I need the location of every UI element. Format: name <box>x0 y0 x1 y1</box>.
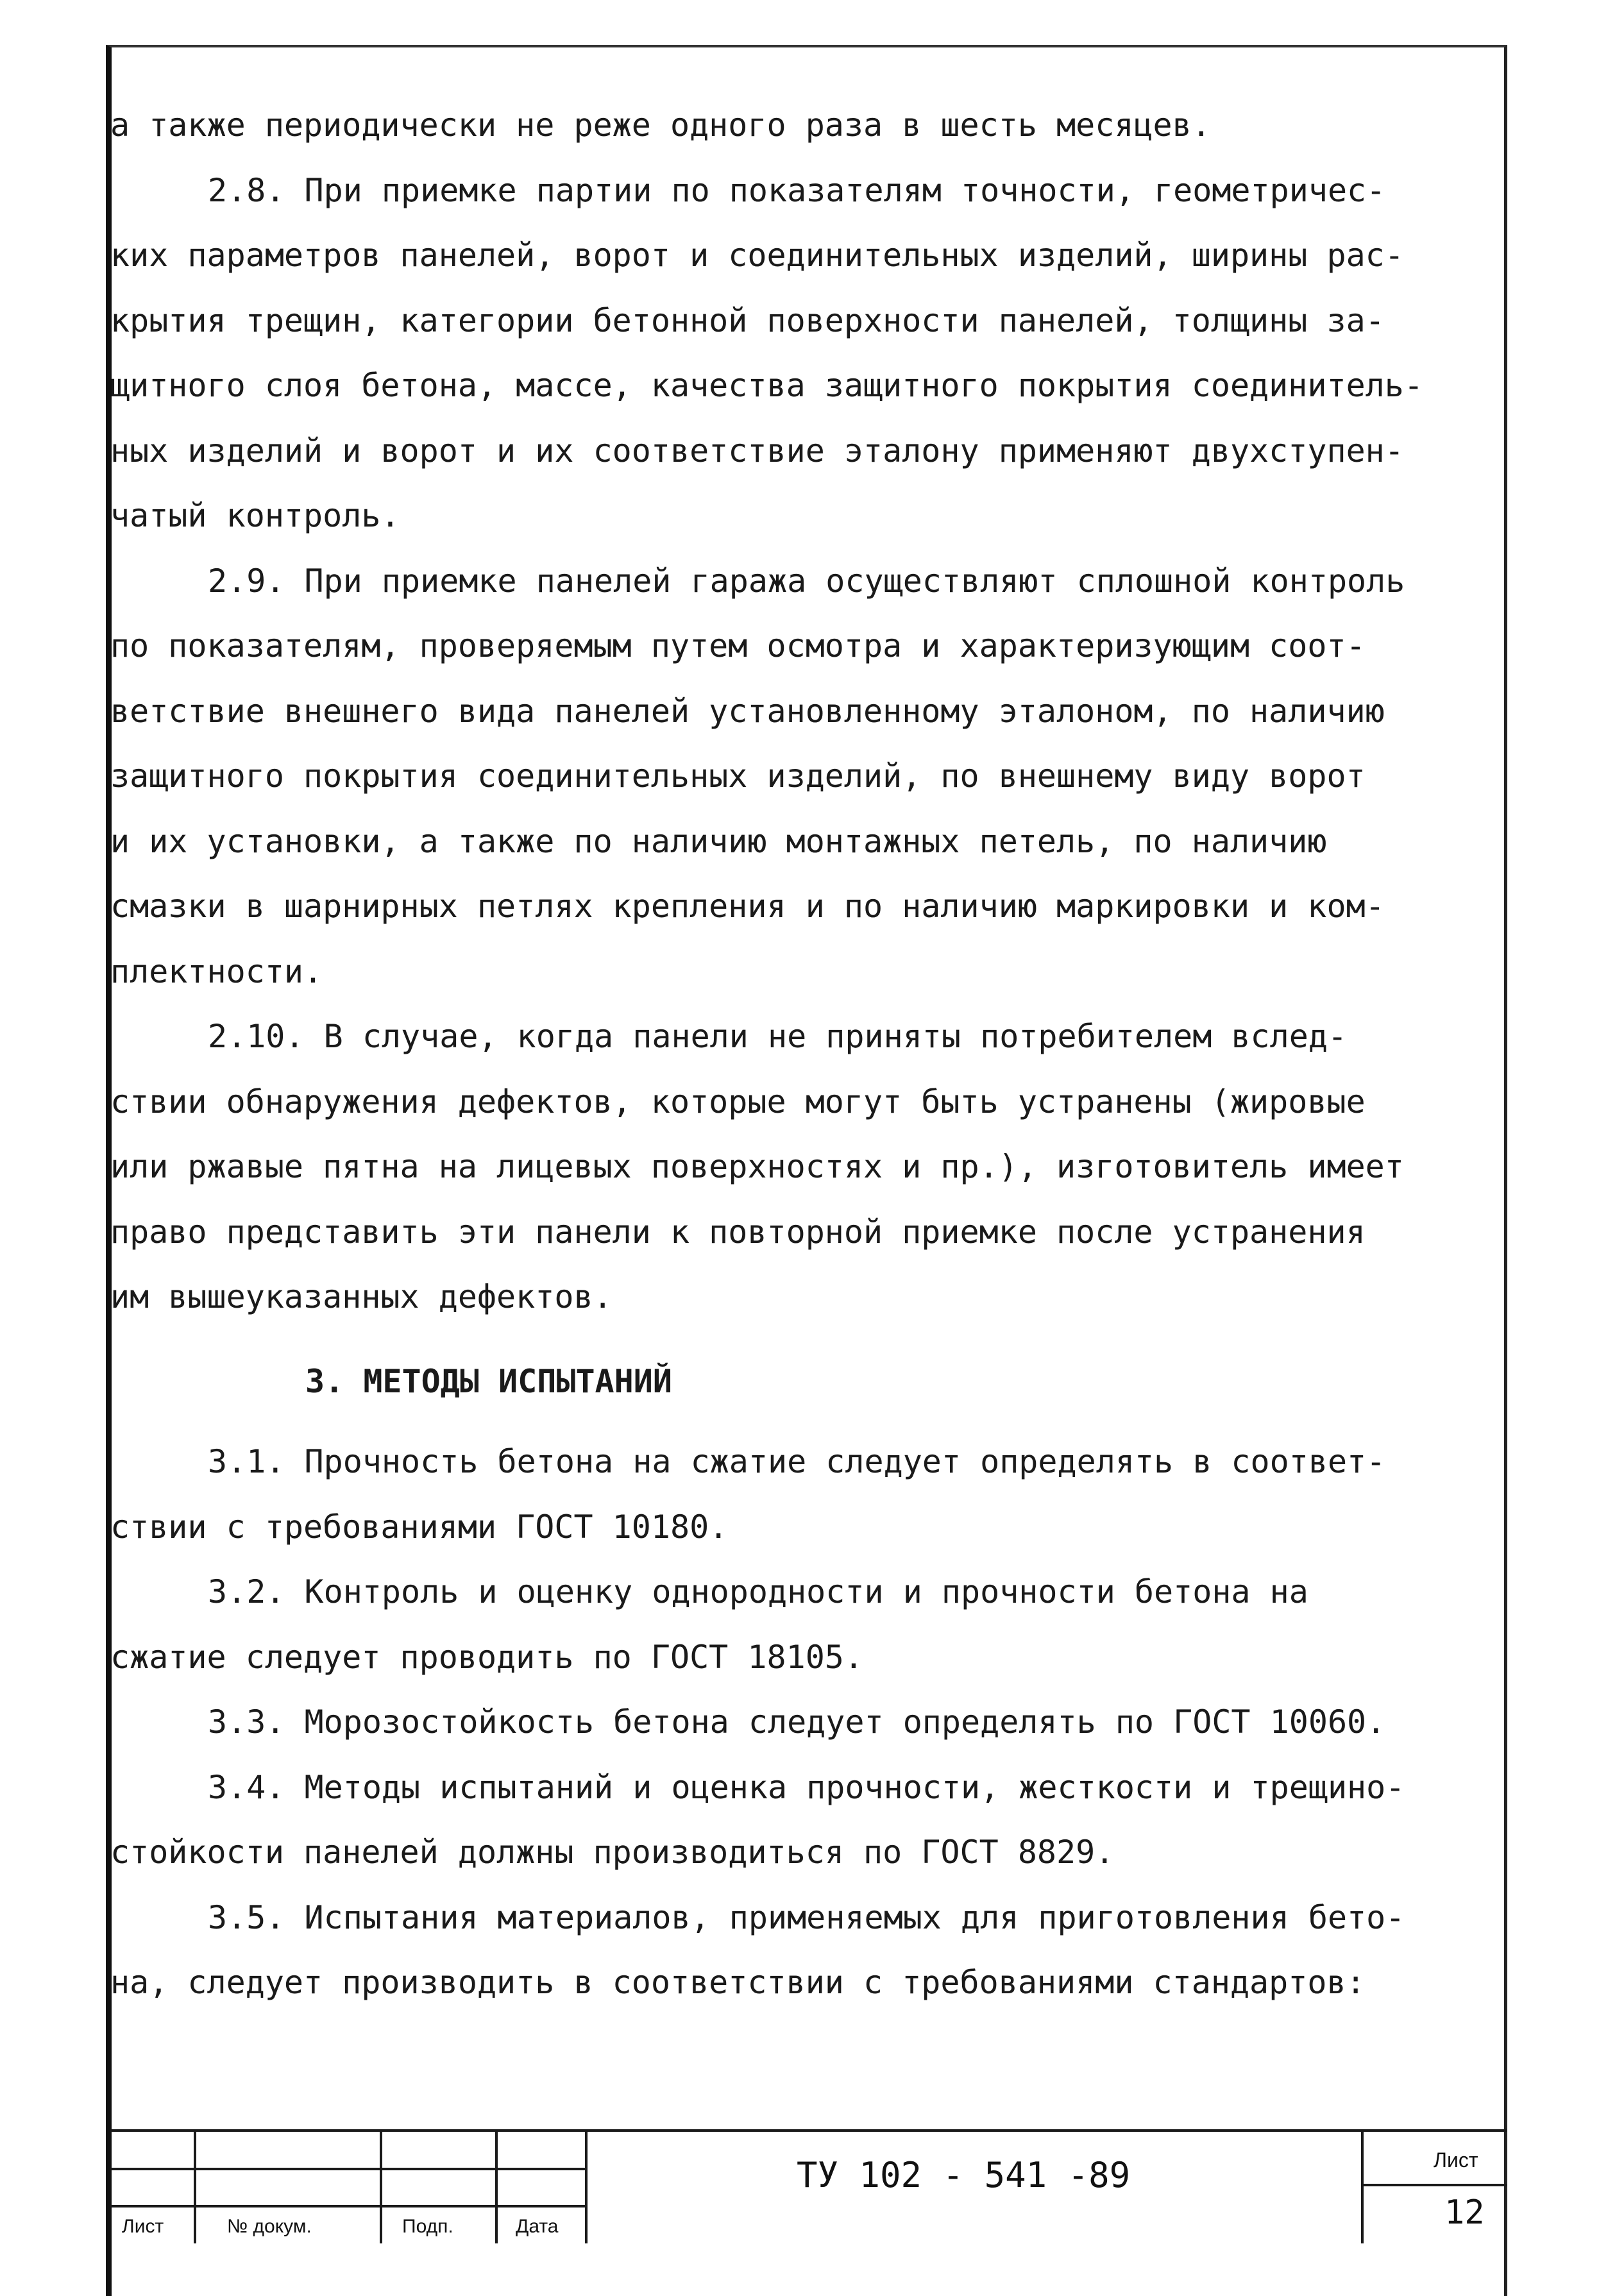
text-line: ких параметров панелей, ворот и соединительных изделий, ширины рас- <box>110 237 1404 274</box>
col-date-label: Дата <box>516 2216 559 2237</box>
text-line: 3.4. Методы испытаний и оценка прочности, жесткости и трещино- <box>208 1768 1405 1806</box>
sheet-number: 12 <box>1444 2193 1485 2232</box>
paragraph <box>110 549 1502 1005</box>
paragraph <box>110 158 1502 549</box>
text-line: им вышеуказанных дефектов. <box>110 1278 613 1315</box>
paragraph <box>110 1560 1502 1690</box>
text-line: чатый контроль. <box>110 497 400 534</box>
title-block-col-line <box>194 2129 196 2243</box>
section-heading: 3. МЕТОДЫ ИСПЫТАНИЙ <box>305 1362 672 1400</box>
text-line: ных изделий и ворот и их соответствие эталону применяют двухступен- <box>110 432 1404 469</box>
title-block-col-line <box>585 2129 588 2243</box>
title-block-top-line <box>110 2129 1507 2132</box>
text-line: на, следует производить в соответствии с требованиями стандартов: <box>110 1964 1366 2001</box>
text-line: 2.9. При приемке панелей гаража осуществляют сплошной контроль <box>208 562 1405 600</box>
document-body <box>110 93 1502 2016</box>
paragraph <box>110 1004 1502 1330</box>
text-line: ветствие внешнего вида панелей установленному эталоном, по наличию <box>110 692 1385 730</box>
text-line: смазки в шарнирных петлях крепления и по наличию маркировки и ком- <box>110 888 1385 925</box>
section-2-end <box>110 93 1502 1330</box>
text-line: 2.8. При приемке партии по показателям точности, геометричес- <box>208 171 1386 209</box>
text-line: стойкости панелей должны производиться по ГОСТ 8829. <box>110 1834 1115 1871</box>
sheet-cell-line <box>1361 2184 1507 2186</box>
paragraph <box>110 1430 1502 1560</box>
sheet-cell-border <box>1361 2129 1364 2243</box>
text-line: ствии с требованиями ГОСТ 10180. <box>110 1508 729 1546</box>
text-line: сжатие следует проводить по ГОСТ 18105. <box>110 1638 863 1676</box>
sheet-label: Лист <box>1434 2148 1478 2172</box>
text-line: 3.5. Испытания материалов, применяемых для приготовления бето- <box>208 1898 1405 1936</box>
text-line: 3.2. Контроль и оценку однородности и прочности бетона на <box>208 1573 1308 1610</box>
text-line: а также периодически не реже одного раза в шесть месяцев. <box>110 106 1211 144</box>
text-line: 2.10. В случае, когда панели не приняты потребителем вслед- <box>208 1018 1348 1055</box>
text-line: по показателям, проверяемым путем осмотра и характеризующим соот- <box>110 627 1366 664</box>
text-line: и их установки, а также по наличию монтажных петель, по наличию <box>110 822 1327 860</box>
paragraph <box>110 1690 1502 1755</box>
text-line: щитного слоя бетона, массе, качества защитного покрытия соединитель- <box>110 367 1423 404</box>
title-block-row-line <box>110 2205 585 2207</box>
title-block-col-line <box>380 2129 382 2243</box>
text-line: 3.3. Морозостойкость бетона следует определять по ГОСТ 10060. <box>208 1703 1386 1741</box>
title-block-row-line <box>110 2168 585 2170</box>
text-line: право представить эти панели к повторной приемке после устранения <box>110 1213 1366 1251</box>
text-line: или ржавые пятна на лицевых поверхностях и пр.), изготовитель имеет <box>110 1148 1404 1185</box>
col-sheet-label: Лист <box>122 2216 164 2237</box>
title-block <box>110 2129 1507 2243</box>
paragraph <box>110 1755 1502 1886</box>
text-line: 3.1. Прочность бетона на сжатие следует определять в соответ- <box>208 1443 1386 1480</box>
text-line: крытия трещин, категории бетонной поверхности панелей, толщины за- <box>110 301 1385 339</box>
col-sign-label: Подп. <box>402 2216 453 2237</box>
paragraph <box>110 1886 1502 2016</box>
title-block-col-line <box>495 2129 498 2243</box>
text-line: плектности. <box>110 952 323 990</box>
document-code: ТУ 102 - 541 -89 <box>797 2155 1131 2195</box>
col-doc-label: № докум. <box>227 2216 312 2237</box>
section-3-methods <box>110 1430 1502 2016</box>
text-line: ствии обнаружения дефектов, которые могут быть устранены (жировые <box>110 1083 1366 1120</box>
text-line: защитного покрытия соединительных изделий, по внешнему виду ворот <box>110 757 1366 795</box>
paragraph <box>110 93 1502 158</box>
